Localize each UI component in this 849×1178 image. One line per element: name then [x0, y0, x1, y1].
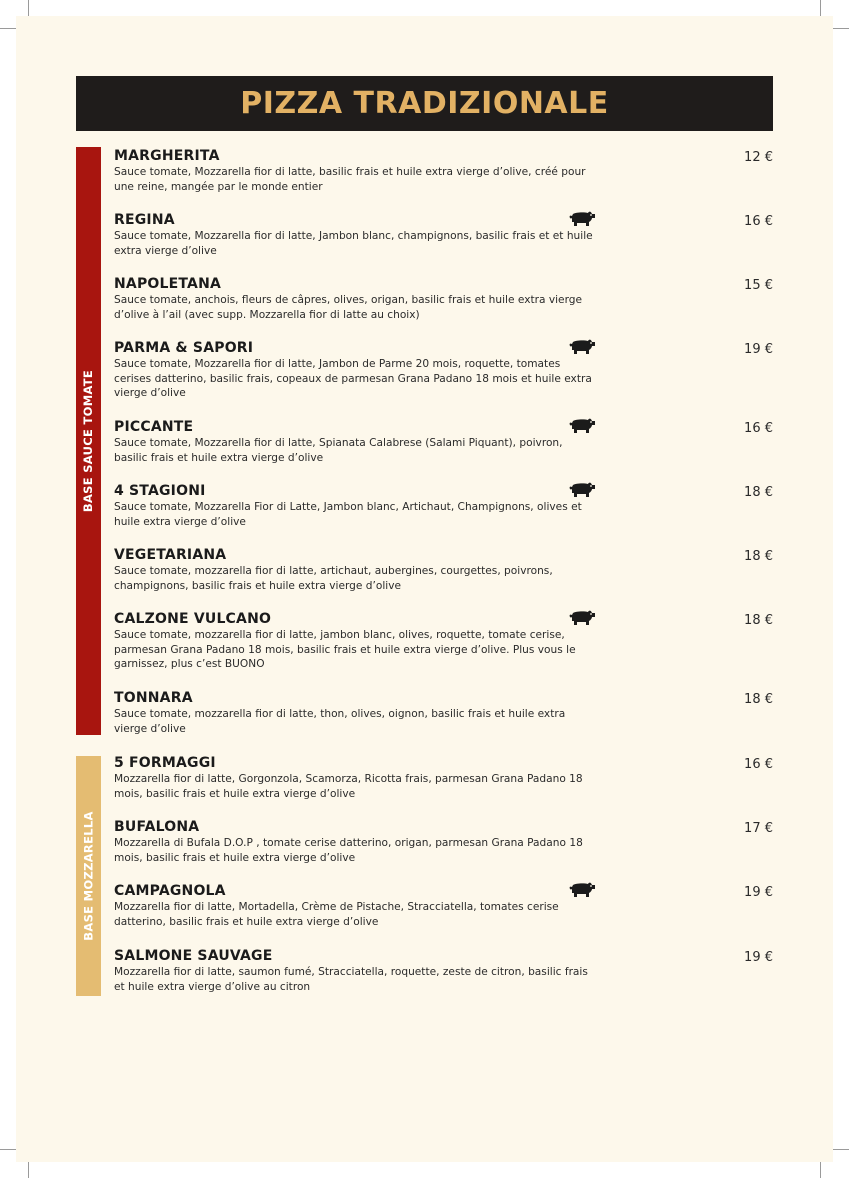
item-description: Sauce tomate, Mozzarella fior di latte, Jambon blanc, champignons, basilic frais et et huile extra vierge d’olive — [114, 230, 593, 257]
item-name: 4 STAGIONI — [114, 483, 206, 499]
item-name: PICCANTE — [114, 419, 194, 435]
item-description: Sauce tomate, Mozzarella fior di latte, Spianata Calabrese (Salami Piquant), poivron, basilic frais et huile extra vierge d’olive — [114, 437, 563, 464]
pig-icon — [569, 481, 596, 499]
pig-icon — [569, 338, 596, 356]
item-price: 18 € — [744, 613, 773, 628]
item-name: NAPOLETANA — [114, 276, 222, 292]
menu-title: PIZZA TRADIZIONALE — [240, 86, 609, 121]
section-band-mozzarella — [76, 756, 101, 996]
item-price: 18 € — [744, 485, 773, 500]
item-description: Sauce tomate, mozzarella fior di latte, thon, olives, oignon, basilic frais et huile extra vierge d’olive — [114, 708, 566, 735]
crop-mark — [28, 0, 29, 16]
item-price: 15 € — [744, 278, 773, 293]
item-price: 18 € — [744, 692, 773, 707]
menu-item — [114, 340, 773, 401]
item-name: VEGETARIANA — [114, 547, 227, 563]
item-name: TONNARA — [114, 690, 193, 706]
item-description: Sauce tomate, Mozzarella Fior di Latte, Jambon blanc, Artichaut, Champignons, olives et huile extra vierge d’olive — [114, 501, 582, 528]
menu-item — [114, 276, 773, 322]
item-name: PARMA & SAPORI — [114, 340, 254, 356]
crop-mark — [833, 1149, 849, 1150]
item-description: Mozzarella di Bufala D.O.P , tomate cerise datterino, origan, parmesan Grana Padano 18 mois, basilic frais et huile extra vierge d’olive — [114, 837, 583, 864]
pig-icon — [569, 417, 596, 435]
pig-icon — [569, 881, 596, 899]
item-price: 17 € — [744, 821, 773, 836]
crop-mark — [833, 28, 849, 29]
crop-mark — [820, 0, 821, 16]
item-description: Sauce tomate, mozzarella fior di latte, artichaut, aubergines, courgettes, poivrons, champignons, basilic frais et huile extra vierge d’olive — [114, 565, 553, 592]
item-description: Mozzarella fior di latte, Mortadella, Crème de Pistache, Stracciatella, tomates cerise datterino, basilic frais et huile extra vierge d’olive — [114, 901, 559, 928]
crop-mark — [28, 1162, 29, 1178]
pig-icon — [569, 609, 596, 627]
crop-mark — [820, 1162, 821, 1178]
crop-mark — [0, 1149, 16, 1150]
menu-item — [114, 883, 773, 929]
item-description: Mozzarella fior di latte, saumon fumé, Stracciatella, roquette, zeste de citron, basilic frais et huile extra vierge d’olive au citron — [114, 966, 588, 993]
item-price: 19 € — [744, 950, 773, 965]
title-bar — [76, 76, 773, 131]
item-price: 18 € — [744, 549, 773, 564]
item-description: Sauce tomate, Mozzarella fior di latte, basilic frais et huile extra vierge d’olive, créé pour une reine, mangée par le monde entier — [114, 166, 586, 193]
menu-item — [114, 948, 773, 994]
pig-icon — [569, 210, 596, 228]
item-name: REGINA — [114, 212, 175, 228]
item-description: Sauce tomate, mozzarella fior di latte, jambon blanc, olives, roquette, tomate cerise, parmesan Grana Padano 18 mois, basilic frais et huile extra vierge d’olive. Plus vous le garnissez, plus c’est BUONO — [114, 629, 576, 671]
crop-mark — [0, 28, 16, 29]
item-name: 5 FORMAGGI — [114, 755, 216, 771]
item-description: Sauce tomate, Mozzarella fior di latte, Jambon de Parme 20 mois, roquette, tomates cerises datterino, basilic frais, copeaux de parmesan Grana Padano 18 mois et huile extra vierge d’olive — [114, 358, 592, 400]
item-description: Sauce tomate, anchois, fleurs de câpres, olives, origan, basilic frais et huile extra vierge d’olive à l’ail (avec supp. Mozzarella fior di latte au choix) — [114, 294, 582, 321]
section-band-tomato — [76, 147, 101, 735]
item-price: 19 € — [744, 342, 773, 357]
menu-item — [114, 212, 773, 258]
section-label-mozzarella: BASE MOZZARELLA — [81, 811, 96, 941]
menu-item — [114, 819, 773, 865]
item-description: Mozzarella fior di latte, Gorgonzola, Scamorza, Ricotta frais, parmesan Grana Padano 18 mois, basilic frais et huile extra vierge d’olive — [114, 773, 583, 800]
item-price: 16 € — [744, 757, 773, 772]
item-name: BUFALONA — [114, 819, 200, 835]
menu-item — [114, 419, 773, 465]
item-name: CAMPAGNOLA — [114, 883, 226, 899]
menu-item — [114, 547, 773, 593]
item-price: 16 € — [744, 421, 773, 436]
item-price: 16 € — [744, 214, 773, 229]
item-name: SALMONE SAUVAGE — [114, 948, 273, 964]
item-price: 19 € — [744, 885, 773, 900]
item-price: 12 € — [744, 150, 773, 165]
menu-item — [114, 755, 773, 801]
menu-item — [114, 483, 773, 529]
section-label-tomato: BASE SAUCE TOMATE — [81, 369, 96, 513]
menu-item — [114, 148, 773, 194]
menu-item — [114, 690, 773, 736]
menu-item — [114, 611, 773, 672]
item-name: CALZONE VULCANO — [114, 611, 272, 627]
item-name: MARGHERITA — [114, 148, 220, 164]
